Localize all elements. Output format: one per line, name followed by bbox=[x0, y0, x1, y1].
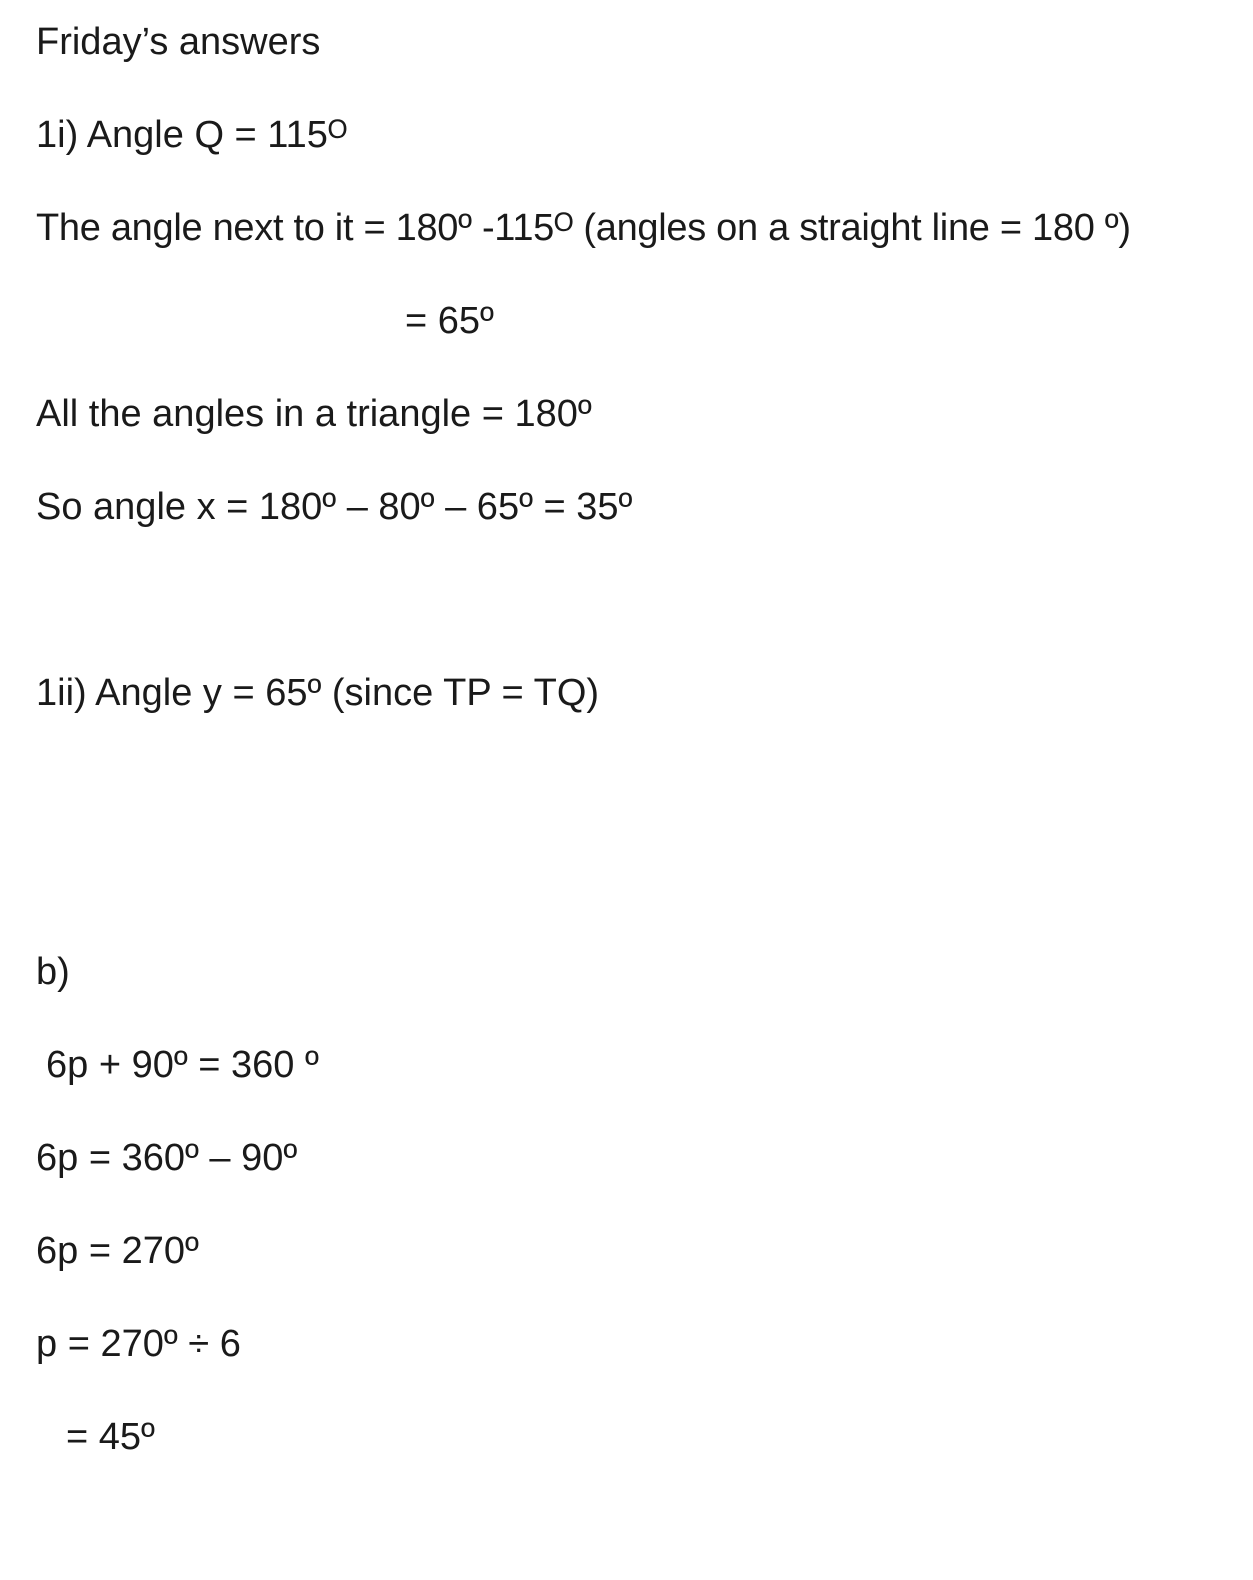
answer-1i-adjacent-result: = 65º bbox=[405, 300, 494, 342]
answer-1ii-angle-y: 1ii) Angle y = 65º (since TP = TQ) bbox=[36, 672, 600, 714]
answer-b-step-3: p = 270º ÷ 6 bbox=[36, 1323, 241, 1365]
answer-1i-angle-q: 1i) Angle Q = 115ᴼ bbox=[36, 114, 348, 156]
answer-b-equation: 6p + 90º = 360 º bbox=[46, 1044, 319, 1086]
answer-1i-adjacent-angle: The angle next to it = 180º -115ᴼ (angles on a straight line = 180 º) bbox=[36, 207, 1131, 249]
answer-b-step-2: 6p = 270º bbox=[36, 1230, 199, 1272]
answer-b-heading: b) bbox=[36, 951, 70, 993]
answer-1i-triangle-rule: All the angles in a triangle = 180º bbox=[36, 393, 592, 435]
page-title: Friday’s answers bbox=[36, 21, 321, 63]
answer-b-step-1: 6p = 360º – 90º bbox=[36, 1137, 298, 1179]
answer-b-result: = 45º bbox=[66, 1416, 155, 1458]
answer-1i-angle-x: So angle x = 180º – 80º – 65º = 35º bbox=[36, 486, 633, 528]
